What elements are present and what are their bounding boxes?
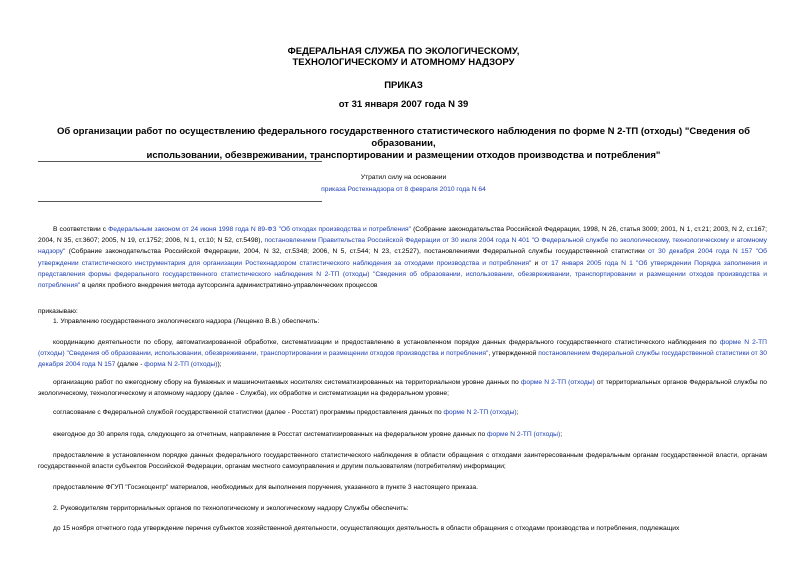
paragraph-text: от территориальных органов Федеральной службы по экологическому, технологическому и атомному надзору (далее - Служба), их обработке и систематизации на федеральном уровне; (38, 379, 767, 398)
rosstat-decree-1-link[interactable]: от 17 января 2005 года N 1 "Об утверждении Порядка заполнения и представления формы федерального государственного статистического наблюдения N 2-ТП (отходы) "Сведения об образовании, использовании, обезвреживании, транспортировании и размещении отходов производства и потребления" (38, 259, 767, 290)
form-2tp-full-link[interactable]: форме N 2-ТП (отходы) "Сведения об образовании, использовании, обезвреживании, транспортировании и размещении отходов производства и потребления" (38, 339, 767, 358)
document-title-line1: Об организации работ по осуществлению федерального государственного статистического наблюдения по форме N 2-ТП (отходы) "Сведения об образовании, (56, 126, 751, 149)
repeal-order-link[interactable]: приказа Ростехнадзора от 8 февраля 2010 года N 64 (321, 186, 486, 193)
rosstat-decree-157-link[interactable]: от 30 декабря 2004 года N 157 "Об утверждении статистического инструментария для организации Ростехнадзором статистического наблюдения за отходами производства и потребления" (38, 248, 767, 267)
status-text: Утратил силу на основании (360, 174, 447, 181)
preamble-paragraph (38, 224, 767, 291)
rosstat-decree-157-link-2[interactable]: постановлением Федеральной службы государственной статистики от 30 декабря 2004 года N 157 (38, 350, 767, 369)
agency-name-line1: ФЕДЕРАЛЬНАЯ СЛУЖБА ПО ЭКОЛОГИЧЕСКОМУ, (287, 46, 520, 57)
agency-name-line2: ТЕХНОЛОГИЧЕСКОМУ И АТОМНОМУ НАДЗОРУ (292, 57, 515, 68)
document-date-number: от 31 января 2007 года N 39 (338, 99, 469, 110)
paragraph-text: ; (516, 409, 519, 416)
paragraph-text: координацию деятельности по сбору, автоматизированной обработке, систематизации и предоставлению в установленном порядке данных федерального государственного статистического наблюдения по (53, 339, 720, 346)
preamble-text: и (531, 259, 542, 267)
agreement-paragraph (38, 407, 767, 418)
government-decree-401-link[interactable]: постановлением Правительства Российской Федерации от 30 июля 2004 года N 401 "О Федеральной службе по экологическому, технологическому и атомному надзору" (38, 237, 767, 256)
fgup-paragraph: предоставление ФГУП "Госэкоцентр" материалов, необходимых для выполнения поручения, указанного в пункте 3 настоящего приказа. (53, 484, 478, 491)
form-2tp-link[interactable]: форма N 2-ТП (отходы) (144, 361, 218, 369)
form-2tp-link[interactable]: форме N 2-ТП (отходы) (443, 409, 517, 416)
paragraph-text: (далее - (115, 361, 145, 369)
preamble-text: (Собрание законодательства Российской Федерации, 1998, N 26, статья 3009; 2001, N 1, ст.21; 2003, N 2, ст.167; 2004, N 35, ст.3607; 2005, N 19, ст.1752; 2006, N 1, ст.10; N 52, ст.5498), (38, 226, 768, 245)
deadline-paragraph: до 15 ноября отчетного года утверждение перечня субъектов хозяйственной деятельности, осуществляющих деятельность в области обращения с отходами производства и потребления, подлежащих (53, 525, 680, 532)
preamble-text: в целях пробного внедрения метода аутсорсинга административно-управленческих процессов (80, 282, 378, 290)
paragraph-text: согласование с Федеральной службой государственной статистики (далее - Росстат) программы предоставления данных по (53, 409, 444, 416)
paragraph-text: ежегодное до 30 апреля года, следующего за отчетным, направление в Росстат систематизированных на федеральном уровне данных по (53, 431, 488, 438)
document-type: ПРИКАЗ (384, 80, 423, 91)
form-2tp-link[interactable]: форме N 2-ТП (отходы) (520, 379, 595, 386)
paragraph-text: ; (560, 431, 563, 438)
law-89fz-link[interactable]: Федеральным законом от 24 июня 1998 года N 89-ФЗ "Об отходах производства и потребления" (108, 226, 412, 233)
divider-top (38, 161, 322, 162)
divider-bottom (38, 201, 322, 202)
preamble-text: (Собрание законодательства Российской Федерации, 2004, N 32, ст.5348; 2006, N 5, ст.544; N 23, ст.2527), постановлениями Федеральной службы государственной статистики (65, 248, 649, 256)
document-title (30, 126, 777, 162)
status-note (0, 172, 807, 196)
document-title-line2: использовании, обезвреживании, транспортировании и размещении отходов производства и потребления" (146, 150, 661, 161)
paragraph-text: ); (217, 361, 222, 369)
order-word: приказываю: (38, 308, 78, 315)
coordination-paragraph (38, 337, 767, 371)
preamble-text: В соответствии с (53, 226, 109, 233)
annual-submission-paragraph (38, 429, 767, 440)
form-2tp-link[interactable]: форме N 2-ТП (отходы) (487, 431, 561, 438)
organization-paragraph (38, 377, 767, 399)
data-provision-paragraph: предоставление в установленном порядке данных федерального государственного статистического наблюдения в области обращения с отходами заинтересованным федеральным органам государственной власти, органам государственной власти субъектов Российской Федерации, органам местного самоуправления и другим пользователям (потребителям) информации; (38, 452, 767, 471)
item-2-heading: 2. Руководителям территориальных органов по технологическому и экологическому надзору Службы обеспечить: (53, 505, 409, 512)
item-1-heading: 1. Управлению государственного экологического надзора (Лещенко В.В.) обеспечить: (53, 318, 320, 325)
paragraph-text: организацию работ по ежегодному сбору на бумажных и машиночитаемых носителях систематизированных на территориальном уровне данных по (53, 379, 521, 386)
paragraph-text: , утвержденной (488, 350, 539, 358)
